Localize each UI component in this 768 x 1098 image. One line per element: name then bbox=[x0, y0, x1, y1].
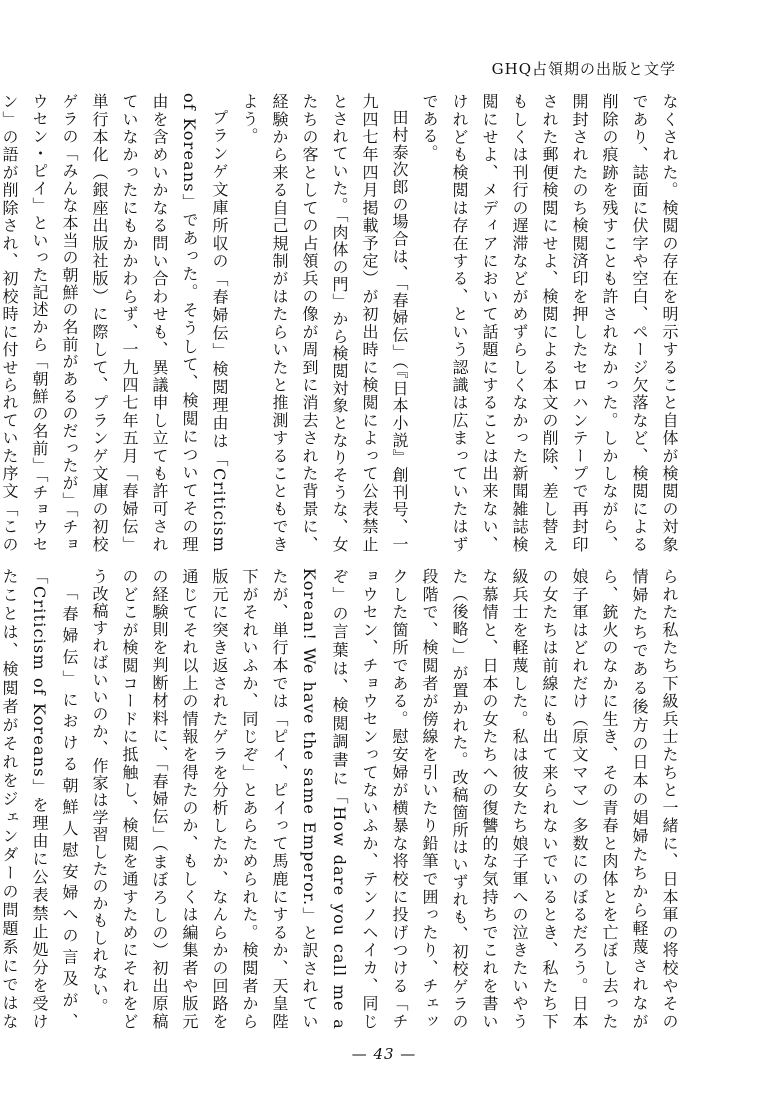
paragraph: なくされた。検閲の存在を明示すること自体が検閲の対象であり、誌面に伏字や空白、ページ欠落など、検閲による削除の痕跡を残すことも許されなかった。しかしながら、開封されたのち検閲済印を押したセロハンテープで再封印された郵便検閲にせよ、検閲による本文の削除、差し替えもしくは刊行の遅滞などがめずらしくなかった新聞雑誌検閲にせよ、メディアにおいて話題にすることは出来ない、けれども検閲は存在する、という認識は広まっていたはずである。 bbox=[420, 93, 679, 553]
running-title: GHQ占領期の出版と文学 bbox=[491, 60, 676, 78]
paragraph: られた私たち下級兵士たちと一緒に、日本軍の将校やその情婦たちである後方の日本の娼婦たちから軽蔑されながら、銃火のなかに生き、その青春と肉体とを亡ぼし去った娘子軍はどれだけ（原文ママ）多数にのぼるだろう。日本の女たちは前線にも出て来られないでいるとき、私たち下級兵士を軽蔑した。私は彼女たち娘子軍への泣きたいやうな慕情と、日本の女たちへの復讐的な気持ちでこれを書いた（後略）」が置かれた。改稿箇所はいずれも、初校ゲラの段階で、検閲者が傍線を引いたり鉛筆で囲ったり、チェックした箇所である。慰安婦が横暴な将校に投げつける「チョウセン、チョウセンってないふか、テンノヘイカ、同じぞ」の言葉は、検閲調書に「How dare you call me a Korean! We have the same Emperor.」と訳されていたが、単行本では「ピイ、ピイって馬鹿にするか、天皇陛下がそれいふか、同じぞ」とあらためられた。検閲者から版元に突き返されたゲラを分析したか、なんらかの回路を通じてそれ以上の情報を得たのか、もしくは編集者や版元の経験則を判断材料に、「春婦伝」（まぼろしの）初出原稿のどこが検閲コードに抵触し、検閲を通すためにそれをどう改稿すればいいのか、作家は学習したのかもしれない。 bbox=[90, 568, 679, 1030]
paragraph: 「春婦伝」における朝鮮人慰安婦への言及が、「Criticism of Koreans」を理由に公表禁止処分を受けたことは、検閲者がそれをジェンダーの問題系にではな bbox=[0, 568, 79, 1030]
paragraph: プランゲ文庫所収の「春婦伝」検閲理由は「Criticism of Koreans」であった。そうして、検閲についてその理由を含めいかなる問い合わせも、異議申し立ても許可されていなかったにもかかわらず、一九四七年五月「春婦伝」単行本化（銀座出版社版）に際して、プランゲ文庫の初校ゲラの「みんな本当の朝鮮の名前があるのだったが」「チョウセン・ピイ」といった記述から「朝鮮の名前」「チョウセン」の語が削除され、初校時に付せられていた序文「この bbox=[0, 93, 229, 553]
paragraph: 田村泰次郎の場合は、「春婦伝」（『日本小説』創刊号、一九四七年四月掲載予定）が初出時に検閲によって公表禁止とされていた。「肉体の門」から検閲対象となりそうな、女たちの客としての占領兵の像が周到に消去された背景に、経験から来る自己規制がはたらいたと推測することもできよう。 bbox=[240, 93, 409, 553]
text-block-upper bbox=[0, 93, 684, 553]
page-number: — 43 — bbox=[351, 1045, 417, 1063]
running-header bbox=[492, 58, 676, 79]
text-block-lower bbox=[0, 568, 684, 1030]
